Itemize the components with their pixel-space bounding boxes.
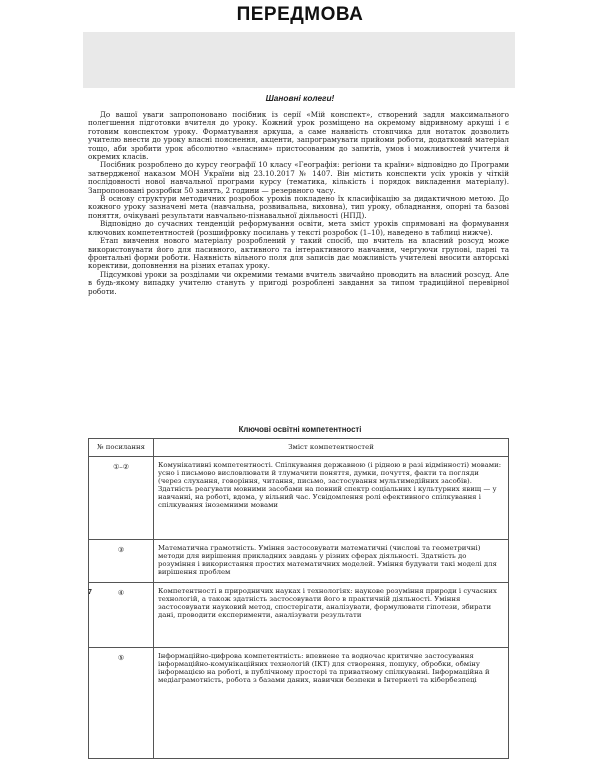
table-row (89, 648, 509, 759)
reference-number: ④ (89, 583, 154, 648)
column-header-content: Зміст компетентностей (154, 439, 509, 457)
intro-text (88, 111, 509, 296)
reference-number: ⑤ (89, 648, 154, 759)
table-row (89, 457, 509, 540)
competency-text: Комунікативні компетентності. Спілкування державною (і рідною в разі відмінності) мовами: усно і письмово висловлювати й тлумачити поняття, думки, почуття, факти та погляди (через слухання, говоріння, читання, письмо, застосування мультимедійних засобів). Здатність реагувати мовними засобами на повний спектр соціальних і культурних явищ — у навчанні, на роботі, вдома, у вільний час. Усвідомлення ролі ефективного спілкування і спілкування іноземними мовами (154, 457, 509, 540)
reference-number: ③ (89, 540, 154, 583)
table-row (89, 583, 509, 648)
column-header-number: № посилання (89, 439, 154, 457)
competency-text: Математична грамотність. Уміння застосовувати математичні (числові та геометричні) методи для вирішення прикладних завдань у різних сферах діяльності. Здатність до розуміння і використання простих математичних моделей. Уміння будувати такі моделі для вирішення проблем (154, 540, 509, 583)
competency-text: Інформаційно-цифрова компетентність: впевнене та водночас критичне застосування інформаційно-комунікаційних технологій (ІКТ) для створення, пошуку, обробки, обміну інформацією на роботі, в публічному просторі та приватному спілкуванні. Інформаційна й медіаграмотність, робота з базами даних, навички безпеки в Інтернеті та кібербезпеці (154, 648, 509, 759)
reference-number: ①–② (89, 457, 154, 540)
page-number: 7 (88, 589, 92, 596)
greeting: Шановні колеги! (265, 93, 335, 103)
table-row (89, 540, 509, 583)
paragraph: Відповідно до сучасних тенденцій реформування освіти, мета зміст уроків спрямовані на формування ключових компетентностей (розшифровку посилань у тексті розробок (1–10), наведено в таблиці нижче). (88, 219, 509, 237)
paragraph: В основу структури методичних розробок уроків покладено їх класифікацію за дидактичною метою. До кожного уроку зазначені мета (навчальна, розвивальна, виховна), тип уроку, обладнання, опорні та базові поняття, очікувані результати навчально-пізнавальної діяльності (НПД). (88, 194, 509, 220)
illustration-placeholder (83, 32, 515, 88)
table-header-row (89, 439, 509, 457)
paragraph: Етап вивчення нового матеріалу розроблений у такий спосіб, що вчитель на власний розсуд може використовувати його для пасивного, активного та інтерактивного навчання, чергуючи групові, парні та фронтальні форми роботи. Наявність вільного поля для записів дає можливість учителеві вносити авторські корективи, доповнення на різних етапах уроку. (88, 236, 509, 271)
table-title: Ключові освітні компетентності (238, 425, 362, 434)
competency-text: Компетентності в природничих науках і технологіях: наукове розуміння природи і сучасних технологій, а також здатність застосовувати його в практичній діяльності. Уміння застосовувати науковий метод, спостерігати, аналізувати, формулювати гіпотези, збирати дані, проводити експерименти, аналізувати результати (154, 583, 509, 648)
paragraph: Посібник розроблено до курсу географії 10 класу «Географія: регіони та країни» відповідно до Програми затвердженої наказом МОН України від 23.10.2017 № 1407. Він містить конспекти усіх уроків у чіткій послідовності нової навчальної програми курсу (тематика, кількість і порядок викладення матеріалу). Запропоновані розробки 50 занять, 2 години — резервного часу. (88, 160, 509, 195)
paragraph: До вашої уваги запропоновано посібник із серії «Мій конспект», створений задля максимального полегшення підготовки вчителя до уроку. Кожний урок розміщено на окремому відривному аркуші і є готовим конспектом уроку. Форматування аркуша, а саме наявність стовпчика для нотаток дозволить учителю внести до уроку власні пояснення, акценти, запрограмувати прийоми роботи, додатковий матеріал тощо, аби зробити урок абсолютно «власним» пристосованим до запитів, умов і можливостей учителя й окремих класів. (88, 110, 509, 162)
page-title: ПЕРЕДМОВА (236, 4, 364, 25)
competencies-table (88, 438, 509, 759)
paragraph: Підсумкові уроки за розділами чи окремими темами вчитель звичайно проводить на власний розсуд. Але в будь-якому випадку учителю стануть у пригоді розроблені завдання за типом традиційної перевірної роботи. (88, 269, 509, 296)
